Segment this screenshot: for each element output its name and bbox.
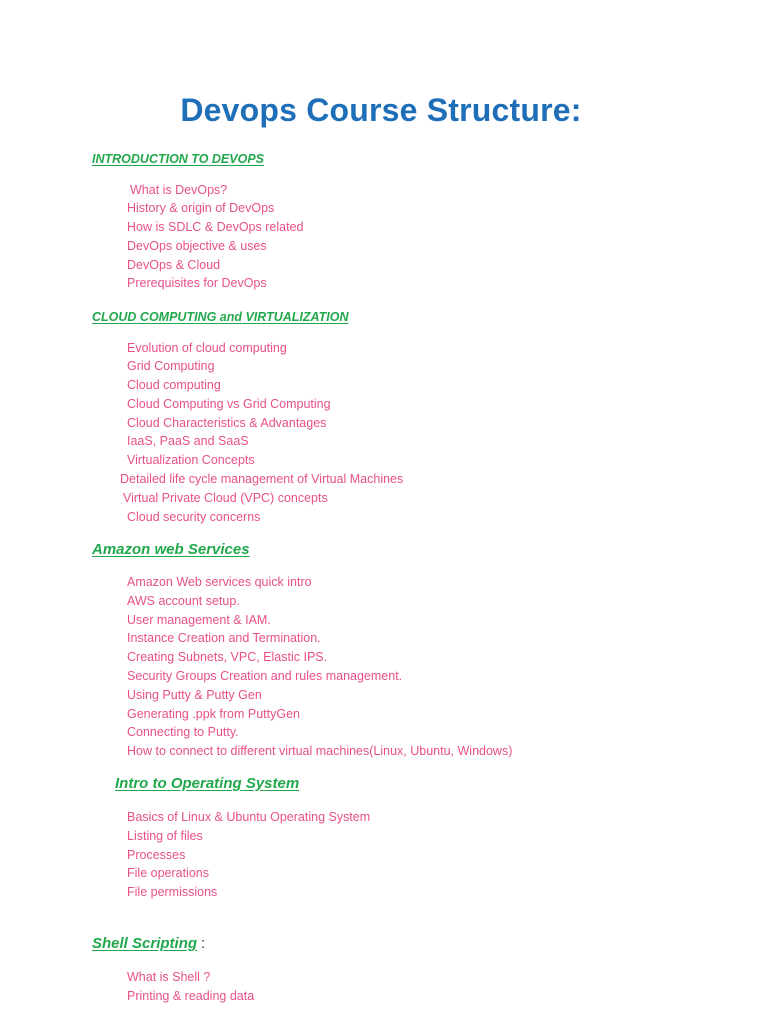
list-item: Prerequisites for DevOps (127, 276, 267, 291)
list-item: File operations (127, 866, 209, 881)
heading-colon: : (201, 935, 206, 952)
list-item: What is DevOps? (130, 182, 228, 197)
list-item: Connecting to Putty. (127, 725, 239, 740)
list-item: DevOps objective & uses (127, 238, 267, 253)
section-list-cloud-computing (120, 339, 404, 527)
list-item: How is SDLC & DevOps related (127, 220, 304, 235)
list-item: Virtualization Concepts (127, 453, 255, 468)
section-list-introduction (127, 181, 303, 294)
list-item: Basics of Linux & Ubuntu Operating System (127, 810, 371, 824)
list-item: File permissions (127, 885, 218, 900)
page-title: Devops Course Structure: (180, 92, 582, 128)
list-item: DevOps & Cloud (127, 257, 221, 272)
list-item: Generating .ppk from PuttyGen (127, 706, 301, 721)
list-item: Virtual Private Cloud (VPC) concepts (123, 490, 328, 505)
list-item: Detailed life cycle management of Virtual Machines (120, 472, 404, 487)
section-list-operating-system (127, 808, 370, 902)
section-heading-operating-system: Intro to Operating System (115, 775, 300, 792)
section-list-aws (127, 573, 512, 761)
list-item: Evolution of cloud computing (127, 340, 287, 355)
list-item: Grid Computing (127, 359, 215, 374)
list-item: History & origin of DevOps (127, 201, 275, 216)
list-item: What is Shell ? (127, 970, 211, 984)
list-item: AWS account setup. (127, 593, 240, 608)
list-item: Instance Creation and Termination. (127, 631, 321, 646)
list-item: Security Groups Creation and rules management. (127, 668, 403, 683)
list-item: Cloud computing (127, 378, 221, 393)
list-item: Cloud Characteristics & Advantages (127, 415, 327, 430)
section-heading-shell-scripting (92, 935, 205, 952)
list-item: Creating Subnets, VPC, Elastic IPS. (127, 650, 328, 665)
list-item: Cloud security concerns (127, 509, 261, 524)
section-list-shell-scripting (127, 968, 254, 1006)
list-item: IaaS, PaaS and SaaS (127, 434, 249, 449)
list-item: Amazon Web services quick intro (127, 575, 312, 589)
section-heading-introduction: INTRODUCTION TO DEVOPS (92, 152, 265, 166)
list-item: Listing of files (127, 828, 203, 843)
list-item: Printing & reading data (127, 988, 255, 1003)
section-heading-shell-scripting-text: Shell Scripting (92, 935, 198, 952)
list-item: Processes (127, 847, 186, 862)
list-item: User management & IAM. (127, 612, 271, 627)
list-item: Cloud Computing vs Grid Computing (127, 396, 331, 411)
section-heading-cloud-computing: CLOUD COMPUTING and VIRTUALIZATION (92, 310, 349, 324)
list-item: How to connect to different virtual machines(Linux, Ubuntu, Windows) (127, 744, 513, 759)
section-heading-aws: Amazon web Services (92, 541, 250, 558)
list-item: Using Putty & Putty Gen (127, 687, 262, 702)
